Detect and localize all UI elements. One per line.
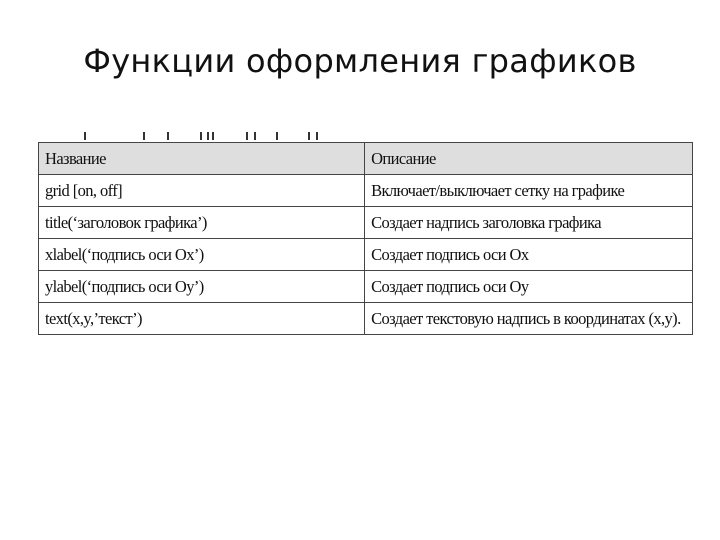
function-name-cell: text(x,y,’текст’) — [39, 303, 365, 335]
function-name-cell: xlabel(‘подпись оси Ox’) — [39, 239, 365, 271]
table-row — [39, 239, 693, 271]
table-row — [39, 207, 693, 239]
table-row — [39, 271, 693, 303]
cropped-text-fragment — [40, 128, 340, 140]
functions-table-container — [38, 142, 693, 335]
function-description-cell: Создает надпись заголовка графика — [365, 207, 693, 239]
function-description-cell: Включает/выключает сетку на графике — [365, 175, 693, 207]
table-row — [39, 175, 693, 207]
slide-title: Функции оформления графиков — [83, 42, 637, 80]
function-description-cell: Создает подпись оси Ox — [365, 239, 693, 271]
function-name-cell: ylabel(‘подпись оси Oy’) — [39, 271, 365, 303]
table-header-row — [39, 143, 693, 175]
function-name-cell: title(‘заголовок графика’) — [39, 207, 365, 239]
table-row — [39, 303, 693, 335]
column-header-name: Название — [39, 143, 365, 175]
functions-table — [38, 142, 693, 335]
function-description-cell: Создает текстовую надпись в координатах (x,y). — [365, 303, 693, 335]
function-name-cell: grid [on, off] — [39, 175, 365, 207]
column-header-description: Описание — [365, 143, 693, 175]
function-description-cell: Создает подпись оси Oy — [365, 271, 693, 303]
